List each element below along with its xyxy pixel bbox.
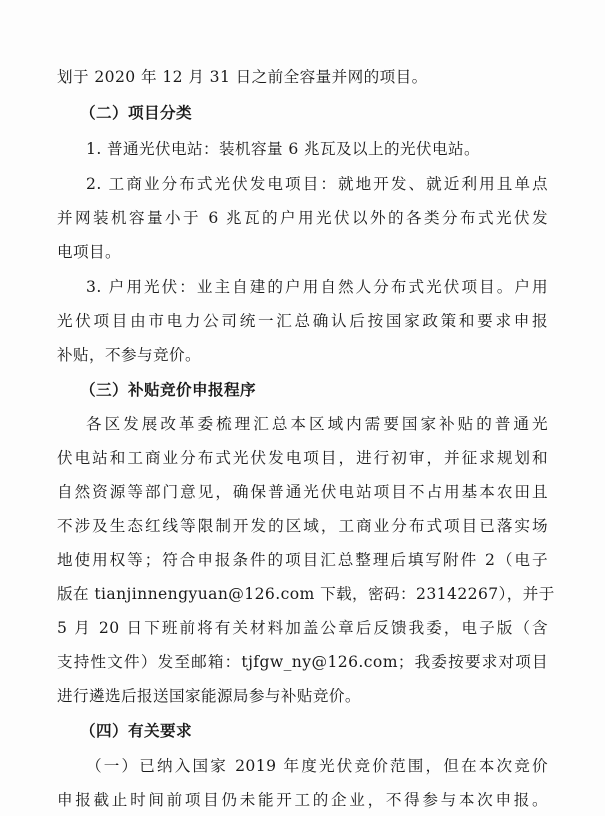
text-line: 地使用权等；符合申报条件的项目汇总整理后填写附件 2（电子 — [57, 551, 548, 569]
text-line: 划于 2020 年 12 月 31 日之前全容量并网的项目。 — [57, 68, 428, 86]
text-line: 光伏项目由市电力公司统一汇总确认后按国家政策和要求申报 — [57, 312, 548, 330]
text-line: 进行遴选后报送国家能源局参与补贴竞价。 — [57, 687, 361, 705]
text-line: 2. 工商业分布式光伏发电项目：就地开发、就近利用且单点 — [86, 175, 548, 193]
text-line: 电项目。 — [57, 243, 121, 261]
section-heading: （四）有关要求 — [80, 721, 192, 740]
text-line: 伏电站和工商业分布式光伏发电项目，进行初审，并征求规划和 — [57, 449, 548, 467]
text-line: 5 月 20 日下班前将有关材料加盖公章后反馈我委，电子版（含 — [57, 619, 548, 637]
text-line: （一）已纳入国家 2019 年度光伏竞价范围，但在本次竞价 — [86, 757, 548, 775]
text-line: 不涉及生态红线等限制开发的区域，工商业分布式项目已落实场 — [57, 517, 548, 535]
section-heading: （二）项目分类 — [80, 103, 192, 122]
text-line: 版在 tianjinnengyuan@126.com 下载，密码：23142267），并于 — [57, 585, 555, 603]
text-line: 并网装机容量小于 6 兆瓦的户用光伏以外的各类分布式光伏发 — [57, 209, 548, 227]
text-line: 申报截止时间前项目仍未能开工的企业，不得参与本次申报。 — [57, 791, 548, 809]
text-line: 3. 户用光伏：业主自建的户用自然人分布式光伏项目。户用 — [86, 278, 548, 296]
text-line: 自然资源等部门意见，确保普通光伏电站项目不占用基本农田且 — [57, 483, 548, 501]
section-heading: （三）补贴竞价申报程序 — [80, 380, 256, 399]
text-line: 支持性文件）发至邮箱：tjfgw_ny@126.com；我委按要求对项目 — [57, 653, 548, 671]
text-line: 1. 普通光伏电站：装机容量 6 兆瓦及以上的光伏电站。 — [86, 140, 480, 158]
text-line: 补贴，不参与竞价。 — [57, 346, 201, 364]
text-line: 各区发展改革委梳理汇总本区域内需要国家补贴的普通光 — [86, 415, 548, 433]
